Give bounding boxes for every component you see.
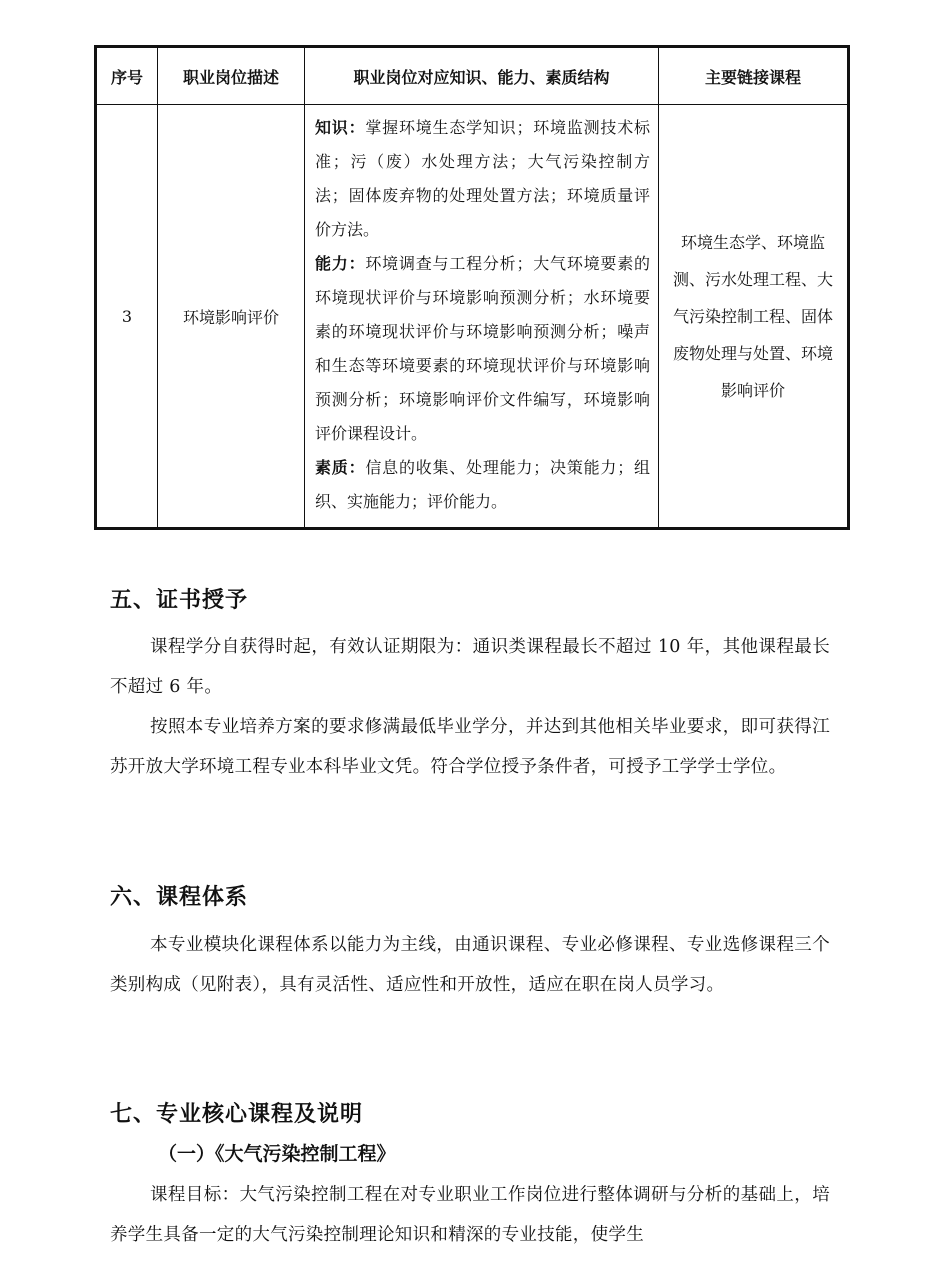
section-6-paragraph-1: 本专业模块化课程体系以能力为主线，由通识课程、专业必修课程、专业选修课程三个类别构成（见附表），具有灵活性、适应性和开放性，适应在职在岗人员学习。 <box>110 935 830 995</box>
table-header-row <box>96 47 849 105</box>
section-7-subheading: （一）《大气污染控制工程》 <box>158 1143 396 1165</box>
section-7-heading: 七、专业核心课程及说明 <box>110 1102 364 1127</box>
ability-text: 环境调查与工程分析；大气环境要素的环境现状评价与环境影响预测分析；水环境要素的环境现状评价与环境影响预测分析；噪声和生态等环境要素的环境现状评价与环境影响预测分析；环境影响评价文件编写，环境影响评价课程设计。 <box>315 254 650 443</box>
ability-label: 能力： <box>315 254 366 273</box>
header-structure: 职业岗位对应知识、能力、素质结构 <box>305 47 659 105</box>
header-courses: 主要链接课程 <box>659 47 849 105</box>
quality-block <box>315 451 650 519</box>
row-no: 3 <box>96 105 158 529</box>
header-no: 序号 <box>96 47 158 105</box>
knowledge-text: 掌握环境生态学知识；环境监测技术标准；污（废）水处理方法；大气污染控制方法；固体废弃物的处理处置方法；环境质量评价方法。 <box>315 118 650 239</box>
quality-label: 素质： <box>315 458 366 477</box>
row-job: 环境影响评价 <box>158 105 305 529</box>
section-5-heading: 五、证书授予 <box>110 588 249 613</box>
section-5-paragraph-1: 课程学分自获得时起，有效认证期限为：通识类课程最长不超过 10 年，其他课程最长不超过 6 年。 <box>110 637 830 697</box>
knowledge-label: 知识： <box>315 118 366 137</box>
knowledge-block <box>315 111 650 247</box>
header-job: 职业岗位描述 <box>158 47 305 105</box>
row-structure <box>305 105 659 529</box>
row-courses: 环境生态学、环境监测、污水处理工程、大气污染控制工程、固体废物处理与处置、环境影响评价 <box>659 105 849 529</box>
ability-block <box>315 247 650 451</box>
job-curriculum-table <box>94 45 850 530</box>
section-5-paragraph-2: 按照本专业培养方案的要求修满最低毕业学分，并达到其他相关毕业要求，即可获得江苏开放大学环境工程专业本科毕业文凭。符合学位授予条件者，可授予工学学士学位。 <box>110 717 830 777</box>
section-6-heading: 六、课程体系 <box>110 885 249 910</box>
table-row <box>96 105 849 529</box>
quality-text: 信息的收集、处理能力；决策能力；组织、实施能力；评价能力。 <box>315 458 650 511</box>
section-7-paragraph-1: 课程目标：大气污染控制工程在对专业职业工作岗位进行整体调研与分析的基础上，培养学生具备一定的大气污染控制理论知识和精深的专业技能，使学生 <box>110 1185 830 1245</box>
